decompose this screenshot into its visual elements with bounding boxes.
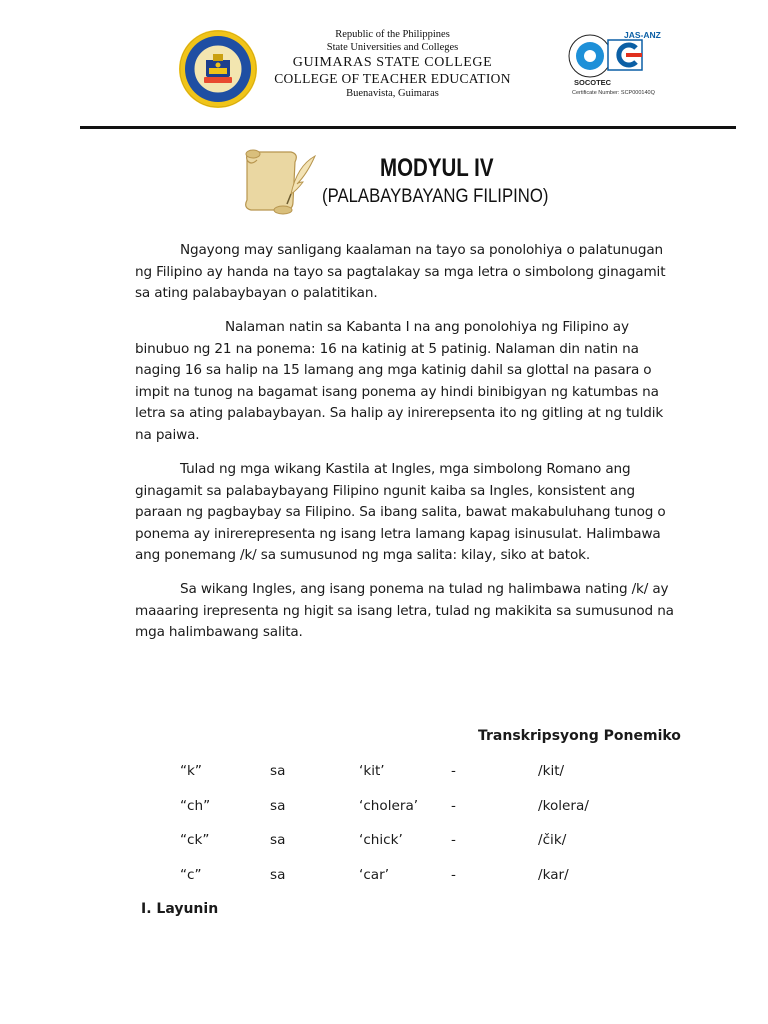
paragraph-line: sa ating palabaybayan o palatitikan.	[135, 285, 378, 301]
sa-cell: sa	[270, 763, 286, 779]
table-row	[0, 832, 768, 854]
jas-anz-label: JAS-ANZ	[624, 30, 661, 40]
dash-cell: -	[451, 867, 456, 883]
transcription-heading: Transkripsyong Ponemiko	[478, 728, 681, 744]
sa-cell: sa	[270, 867, 286, 883]
department-name: COLLEGE OF TEACHER EDUCATION	[274, 71, 511, 86]
location-line: Buenavista, Guimaras	[346, 88, 439, 99]
letter-cell: “ch”	[180, 798, 211, 814]
paragraph-line: Nalaman natin sa Kabanta I na ang ponolohiya ng Filipino ay	[225, 319, 629, 335]
school-seal-logo	[178, 28, 258, 110]
section-heading-layunin: I. Layunin	[141, 901, 219, 917]
letter-cell: “ck”	[180, 832, 210, 848]
table-row	[0, 763, 768, 785]
paragraph-2	[135, 317, 675, 446]
paragraph-line: Tulad ng mga wikang Kastila at Ingles, mga simbolong Romano ang	[180, 461, 631, 477]
dash-cell: -	[451, 798, 456, 814]
table-row	[0, 867, 768, 889]
letter-cell: “c”	[180, 867, 202, 883]
paragraph-1	[135, 240, 675, 305]
dash-cell: -	[451, 763, 456, 779]
paragraph-line: ponema ay inirerepresenta ng isang letra lamang kapag isinusulat. Halimbawa	[135, 525, 661, 542]
suc-line: State Universities and Colleges	[326, 42, 459, 53]
table-row	[0, 798, 768, 820]
dash-cell: -	[451, 832, 456, 848]
paragraph-line: ginagamit sa palabaybayang Filipino ngunit kaiba sa Ingles, konsistent ang	[135, 482, 635, 499]
phonemic-cell: /kolera/	[538, 798, 589, 814]
paragraph-line: impit na tunog na bagamat isang ponema ay hindi binibigyan ng katumbas na	[135, 383, 659, 400]
sa-cell: sa	[270, 798, 286, 814]
paragraph-line: na paiwa.	[135, 426, 200, 443]
paragraph-line: Ngayong may sanligang kaalaman na tayo sa ponolohiya o palatunugan	[180, 242, 663, 258]
socotec-label: SOCOTEC	[574, 78, 612, 87]
paragraph-line: Sa wikang Ingles, ang isang ponema na tulad ng halimbawa nating /k/ ay	[180, 581, 669, 597]
certificate-number: Certificate Number: SCP000140Q	[572, 90, 655, 96]
paragraph-line: maaaring irepresenta ng higit sa isang letra, tulad ng makikita sa sumusunod na	[135, 602, 674, 619]
module-title: MODYUL IV	[380, 154, 494, 182]
header-divider	[80, 126, 736, 129]
paragraph-line: ang ponemang /k/ sa sumusunod ng mga salita: kilay, siko at batok.	[135, 547, 591, 563]
paragraph-3	[135, 459, 675, 567]
paragraph-line: mga halimbawang salita.	[135, 624, 303, 640]
word-cell: ‘chick’	[359, 832, 403, 848]
word-cell: ‘kit’	[359, 763, 385, 779]
paragraph-line: paraan ng pagbaybay sa Filipino. Sa ibang salita, bawat makabuluhang tunog o	[135, 504, 666, 520]
paragraph-4	[135, 579, 675, 644]
college-name: GUIMARAS STATE COLLEGE	[292, 55, 493, 70]
letter-cell: “k”	[180, 763, 202, 779]
phonemic-cell: /čik/	[538, 832, 567, 848]
module-subtitle: (PALABAYBAYANG FILIPINO)	[322, 186, 549, 207]
word-cell: ‘car’	[359, 867, 390, 883]
republic-line: Republic of the Philippines	[335, 29, 450, 40]
phonemic-cell: /kit/	[538, 763, 565, 779]
scroll-quill-icon	[237, 146, 319, 218]
paragraph-line: naging 16 sa halip na 15 lamang ang mga katinig dahil sa glottal na pasara o	[135, 362, 652, 378]
certification-logos	[566, 30, 678, 100]
sa-cell: sa	[270, 832, 286, 848]
paragraph-line: letra sa ating palabaybayan. Sa halip ay inirerepsenta ito ng gitling at ng tuldik	[135, 405, 664, 421]
paragraph-line: ng Filipino ay handa na tayo sa pagtalakay sa mga letra o simbolong ginagamit	[135, 263, 666, 280]
word-cell: ‘cholera’	[359, 798, 419, 814]
institution-header	[270, 28, 515, 100]
phonemic-cell: /kar/	[538, 867, 569, 883]
paragraph-line: binubuo ng 21 na ponema: 16 na katinig at 5 patinig. Nalaman din natin na	[135, 340, 639, 357]
